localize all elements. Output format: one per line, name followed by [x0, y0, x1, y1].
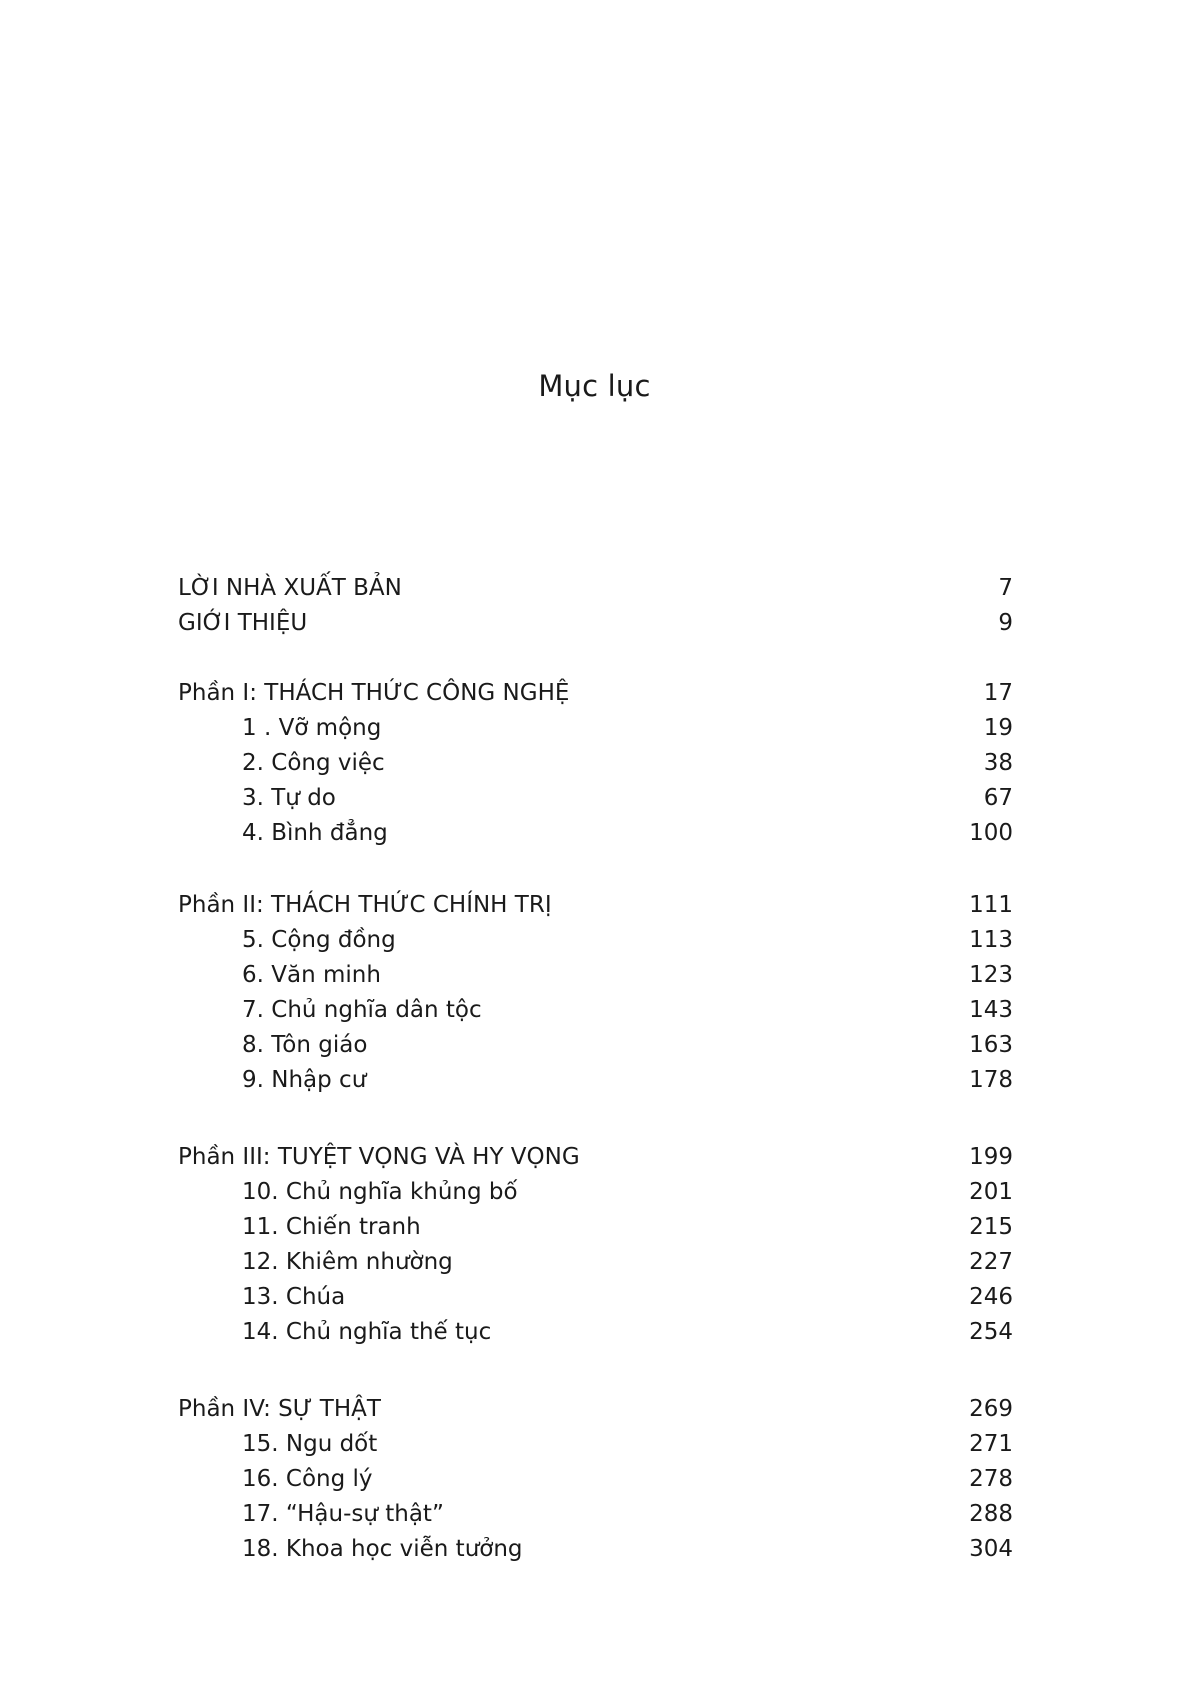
- toc-chapter-4: [0, 816, 1189, 850]
- toc-entry-label: 4. Bình đẳng: [242, 820, 388, 846]
- toc-entry-label: 2. Công việc: [242, 750, 385, 776]
- toc-chapter-2: [0, 746, 1189, 780]
- toc-entry-page: 17: [983, 680, 1013, 706]
- toc-chapter-12: [0, 1245, 1189, 1279]
- toc-chapter-13: [0, 1280, 1189, 1314]
- page-title: Mục lục: [538, 369, 651, 404]
- toc-entry-label: 9. Nhập cư: [242, 1067, 367, 1093]
- toc-entry-page: 19: [983, 715, 1013, 741]
- toc-entry-label: Phần I: THÁCH THỨC CÔNG NGHỆ: [178, 680, 570, 706]
- toc-entry-label: LỜI NHÀ XUẤT BẢN: [178, 575, 402, 601]
- toc-entry-label: Phần III: TUYỆT VỌNG VÀ HY VỌNG: [178, 1144, 580, 1170]
- toc-chapter-8: [0, 1028, 1189, 1062]
- toc-entry-page: 143: [969, 997, 1013, 1023]
- toc-entry-label: 16. Công lý: [242, 1466, 373, 1492]
- toc-entry-label: 3. Tự do: [242, 785, 336, 811]
- toc-entry-label: GIỚI THIỆU: [178, 610, 308, 636]
- toc-chapter-7: [0, 993, 1189, 1027]
- toc-entry-page: 304: [969, 1536, 1013, 1562]
- toc-entry-label: 11. Chiến tranh: [242, 1214, 421, 1240]
- toc-entry-page: 67: [983, 785, 1013, 811]
- toc-entry-page: 163: [969, 1032, 1013, 1058]
- toc-entry-page: 9: [998, 610, 1013, 636]
- toc-chapter-3: [0, 781, 1189, 815]
- toc-chapter-10: [0, 1175, 1189, 1209]
- toc-entry-label: 7. Chủ nghĩa dân tộc: [242, 997, 482, 1023]
- toc-entry-label: Phần IV: SỰ THẬT: [178, 1396, 381, 1422]
- toc-entry-page: 201: [969, 1179, 1013, 1205]
- toc-entry-introduction: [0, 606, 1189, 640]
- toc-chapter-15: [0, 1427, 1189, 1461]
- toc-entry-label: 12. Khiêm nhường: [242, 1249, 453, 1275]
- toc-entry-page: 271: [969, 1431, 1013, 1457]
- toc-entry-page: 269: [969, 1396, 1013, 1422]
- toc-chapter-9: [0, 1063, 1189, 1097]
- toc-chapter-6: [0, 958, 1189, 992]
- toc-entry-label: 5. Cộng đồng: [242, 927, 396, 953]
- toc-entry-page: 100: [969, 820, 1013, 846]
- toc-entry-label: 18. Khoa học viễn tưởng: [242, 1536, 523, 1562]
- toc-part-2: [0, 888, 1189, 922]
- toc-entry-label: 17. “Hậu-sự thật”: [242, 1501, 444, 1527]
- toc-chapter-14: [0, 1315, 1189, 1349]
- toc-entry-label: 10. Chủ nghĩa khủng bố: [242, 1179, 518, 1205]
- toc-entry-page: 246: [969, 1284, 1013, 1310]
- toc-entry-page: 7: [998, 575, 1013, 601]
- toc-entry-page: 215: [969, 1214, 1013, 1240]
- toc-entry-label: Phần II: THÁCH THỨC CHÍNH TRỊ: [178, 892, 552, 918]
- toc-entry-label: 15. Ngu dốt: [242, 1431, 378, 1457]
- toc-chapter-18: [0, 1532, 1189, 1566]
- toc-entry-label: 14. Chủ nghĩa thế tục: [242, 1319, 492, 1345]
- toc-entry-label: 8. Tôn giáo: [242, 1032, 368, 1058]
- toc-entry-page: 38: [983, 750, 1013, 776]
- toc-chapter-1: [0, 711, 1189, 745]
- toc-entry-publisher-note: [0, 571, 1189, 605]
- toc-chapter-17: [0, 1497, 1189, 1531]
- toc-chapter-16: [0, 1462, 1189, 1496]
- toc-entry-page: 278: [969, 1466, 1013, 1492]
- toc-entry-label: 6. Văn minh: [242, 962, 381, 988]
- toc-part-3: [0, 1140, 1189, 1174]
- toc-entry-page: 111: [969, 892, 1013, 918]
- toc-entry-page: 123: [969, 962, 1013, 988]
- toc-part-1: [0, 676, 1189, 710]
- toc-chapter-11: [0, 1210, 1189, 1244]
- toc-entry-page: 254: [969, 1319, 1013, 1345]
- toc-entry-page: 199: [969, 1144, 1013, 1170]
- toc-entry-label: 1 . Vỡ mộng: [242, 715, 382, 741]
- toc-part-4: [0, 1392, 1189, 1426]
- toc-chapter-5: [0, 923, 1189, 957]
- toc-entry-page: 113: [969, 927, 1013, 953]
- toc-entry-label: 13. Chúa: [242, 1284, 346, 1310]
- toc-entry-page: 227: [969, 1249, 1013, 1275]
- toc-entry-page: 178: [969, 1067, 1013, 1093]
- toc-entry-page: 288: [969, 1501, 1013, 1527]
